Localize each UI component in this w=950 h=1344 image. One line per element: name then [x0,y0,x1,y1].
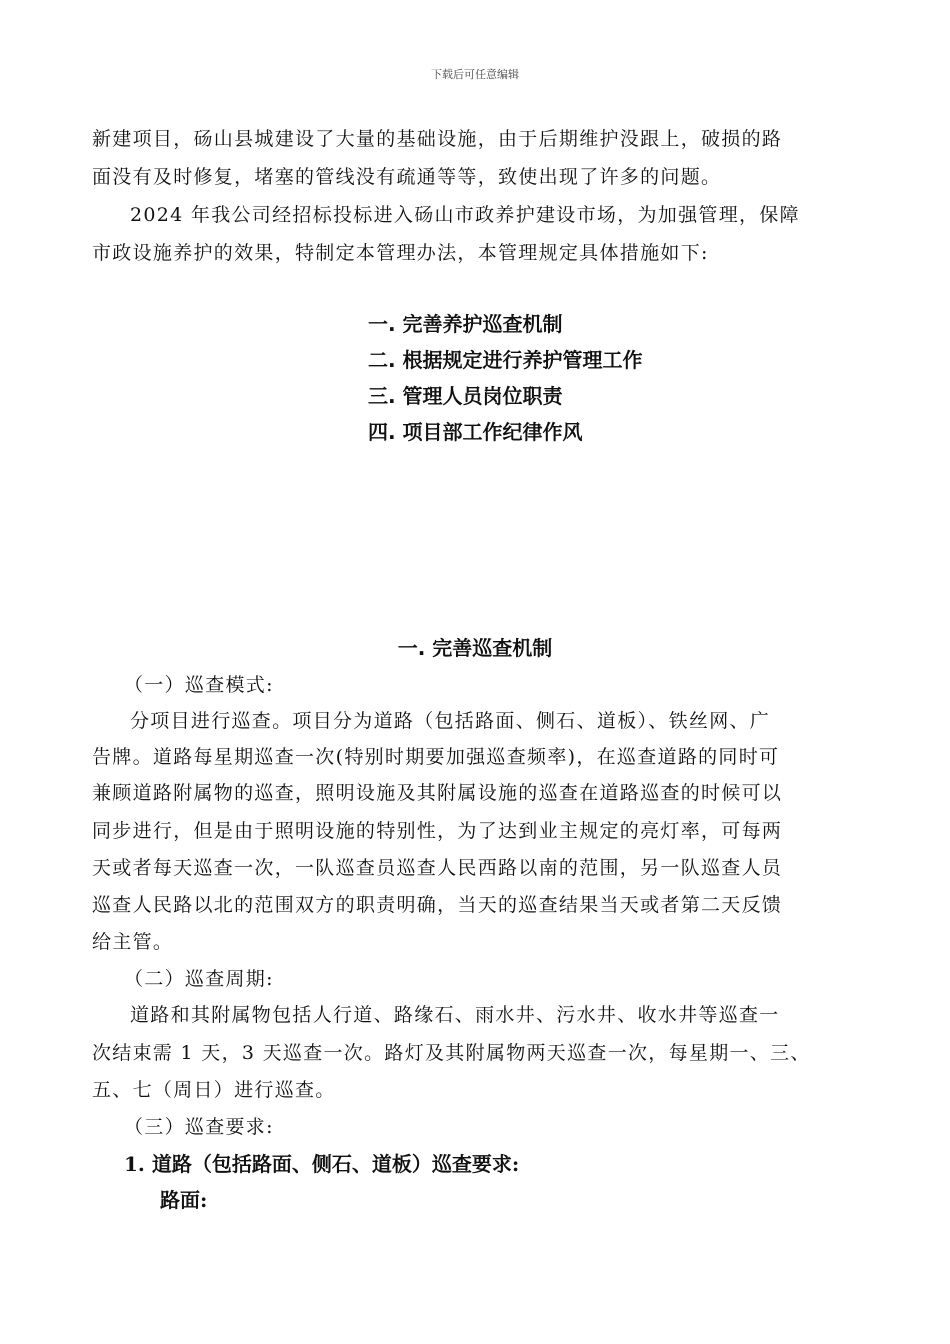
sub1-line: 兼顾道路附属物的巡查，照明设施及其附属设施的巡查在道路巡查的时候可以 [92,782,783,804]
toc-item-1: 一. 完善养护巡查机制 [368,312,563,336]
sub1-line: 同步进行，但是由于照明设施的特别性，为了达到业主规定的亮灯率，可每两 [92,820,783,842]
sub1-line: 给主管。 [92,931,174,953]
sub1-line: 天或者每天巡查一次，一队巡查员巡查人民西路以南的范围，另一队巡查人员 [92,857,783,879]
sub1-line: 分项目进行巡查。项目分为道路（包括路面、侧石、道板）、铁丝网、广 [130,710,771,732]
toc-item-3: 三. 管理人员岗位职责 [368,384,563,408]
section-title: 一. 完善巡查机制 [397,636,553,660]
intro-line-4: 市政设施养护的效果，特制定本管理办法，本管理规定具体措施如下: [92,242,709,264]
sub2-line: 五、七（周日）进行巡查。 [92,1079,336,1101]
sub2-line: 次结束需 1 天，3 天巡查一次。路灯及其附属物两天巡查一次，每星期一、三、 [92,1042,811,1064]
intro-line-3: 2024 年我公司经招标投标进入砀山市政养护建设市场，为加强管理，保障 [130,204,800,226]
sub1-line: 巡查人民路以北的范围双方的职责明确，当天的巡查结果当天或者第二天反馈 [92,894,783,916]
intro-line-1: 新建项目，砀山县城建设了大量的基础设施，由于后期维护没跟上，破损的路 [92,128,783,150]
intro-line-2: 面没有及时修复，堵塞的管线没有疏通等等，致使出现了许多的问题。 [92,166,722,188]
sub1-line: 告牌。道路每星期巡查一次(特别时期要加强巡查频率)，在巡查道路的同时可 [92,746,780,768]
sub3-heading: （三）巡查要求: [124,1116,274,1138]
sub3-item-1: 1. 道路（包括路面、侧石、道板）巡查要求: [124,1152,520,1176]
page-header: 下载后可任意编辑 [431,68,519,81]
sub2-heading: （二）巡查周期: [124,968,274,990]
sub1-heading: （一）巡查模式: [124,674,274,696]
sub2-line: 道路和其附属物包括人行道、路缘石、雨水井、污水井、收水井等巡查一 [130,1004,780,1026]
toc-item-4: 四. 项目部工作纪律作风 [368,420,583,444]
toc-item-2: 二. 根据规定进行养护管理工作 [368,348,643,372]
sub3-item-1-sub: 路面: [160,1188,208,1212]
